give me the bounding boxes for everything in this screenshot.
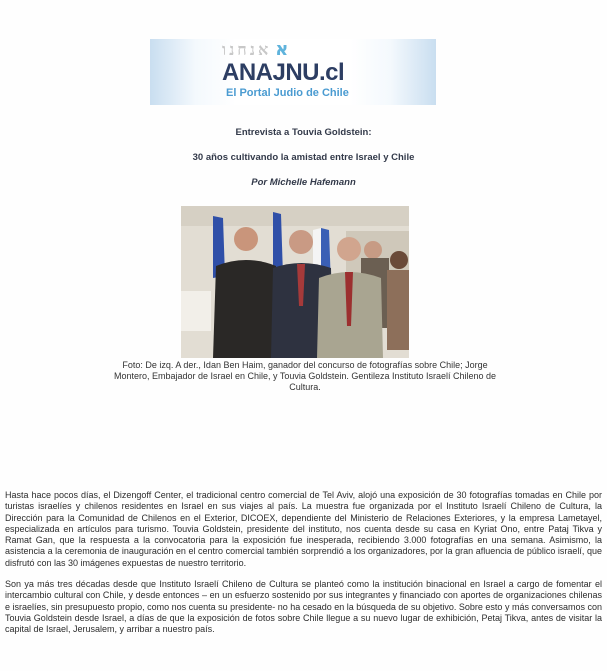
logo-top-row: [222, 40, 288, 60]
article-photo: [181, 206, 409, 358]
logo-tagline: El Portal Judio de Chile: [226, 87, 349, 99]
anajnu-logo[interactable]: [222, 40, 372, 104]
photo-caption: Foto: De izq. A der., Idan Ben Haim, ganador del concurso de fotografías sobre Chile; Jorge Montero, Embajador de Israel en Chile, y Touvia Goldstein. Gentileza Instituto Israelí Chileno de Cultura.: [113, 360, 497, 392]
logo-hebrew-lettering: אנחנו: [222, 40, 272, 59]
article-body: [5, 490, 602, 646]
article-kicker: Entrevista a Touvia Goldstein:: [235, 127, 372, 138]
site-banner: [150, 39, 436, 105]
article-paragraph: Son ya más tres décadas desde que Instituto Israelí Chileno de Cultura se planteó como la institución binacional en Israel a cargo de fomentar el intercambio cultural con Chile, y desde entonces – en un esfuerzo sostenido por sus integrantes y financiado con aportes de organizaciones chilenas e israelíes, sin presupuesto propio, como nos cuenta su presidente- no ha cesado en la búsqueda de su objetivo. Sobre esto y más conversamos con Touvia Goldstein desde Israel, a días de que la exposición de fotos sobre Chile llegue a su nuevo lugar de exhibición, Petaj Tikva, antes de visitar la capital de Israel, Jerusalem, y arribar a nuestro país.: [5, 579, 602, 635]
article-paragraph: Hasta hace pocos días, el Dizengoff Center, el tradicional centro comercial de Tel Aviv, alojó una exposición de 30 fotografías tomadas en Chile por turistas israelíes y chilenos residentes en Israel en sus viajes al país. La muestra fue organizada por el Instituto Israelí Chileno de Cultura, la Dirección para la Comunidad de Chilenos en el Exterior, DICOEX, dependiente del Ministerio de Relaciones Exteriores, y la empresa Lametayel, especializada en artículos para turismo. Touvia Goldstein, presidente del instituto, nos cuenta desde su casa en Kyriat Ono, entre Pataj Tikva y Ramat Gan, que la respuesta a la convocatoria para la exposición fue inesperada, recibiendo 3.000 fotografías en una semana. Asimismo, la asistencia a la ceremonia de inauguración en el centro comercial también sorprendió a los organizadores, por la gran afluencia de público israelí, que disfrutó con las 30 imágenes expuestas de nuestro territorio.: [5, 490, 602, 568]
article-byline: Por Michelle Hafemann: [251, 177, 356, 188]
logo-brand-name: ANAJNU.cl: [222, 59, 345, 86]
article-title: 30 años cultivando la amistad entre Israel y Chile: [192, 152, 415, 163]
photo-illustration: [181, 206, 409, 358]
aleph-icon: א: [275, 39, 289, 60]
